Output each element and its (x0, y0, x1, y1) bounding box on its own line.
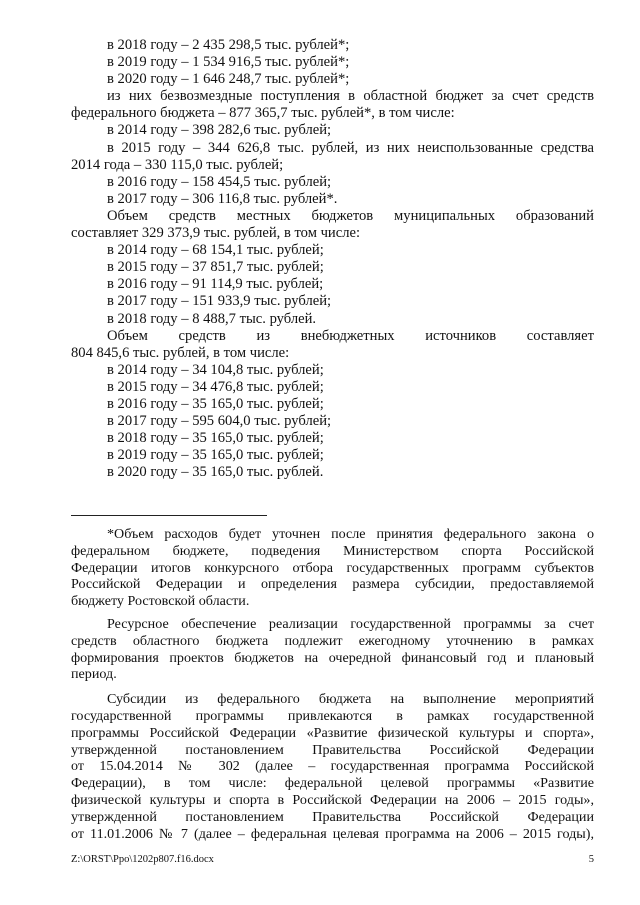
text-line: государственной программы привлекаются в рамках государственной (71, 707, 594, 724)
text-line: 804 845,6 тыс. рублей, в том числе: (71, 344, 290, 361)
footer-file-path: Z:\ORST\Ppo\1202p807.f16.docx (71, 854, 214, 865)
text-line: от 11.01.2006 № 7 (далее – федеральная целевая программа на 2006 – 2015 годы), (71, 825, 594, 842)
text-line: утвержденной постановлением Правительства Российской Федерации (71, 741, 594, 758)
text-line: в 2016 году – 35 165,0 тыс. рублей; (107, 395, 324, 412)
text-line: в 2014 году – 34 104,8 тыс. рублей; (107, 361, 324, 378)
text-line: в 2018 году – 35 165,0 тыс. рублей; (107, 430, 324, 447)
text-line: утвержденной постановлением Правительства Российской Федерации (71, 808, 594, 825)
text-line: программы Российской Федерации «Развитие физической культуры и спорта», (71, 724, 594, 741)
text-line: Федерации итогов конкурсного отбора государственных программ субъектов (71, 559, 594, 576)
text-line: период. (71, 666, 117, 683)
funding-breakdown-text (71, 37, 594, 481)
text-line: в 2015 году – 34 476,8 тыс. рублей; (107, 378, 324, 395)
paragraph (71, 691, 594, 842)
text-line: от 15.04.2014 № 302 (далее – государственная программа Российской (71, 758, 594, 775)
text-line: Федерации), в том числе: федеральной целевой программы «Развитие (71, 775, 594, 792)
text-line: 2014 года – 330 115,0 тыс. рублей; (71, 156, 284, 173)
text-line: федеральном бюджете, подведения Министерством спорта Российской (71, 542, 594, 559)
text-line: Объем средств из внебюджетных источников составляет (107, 327, 594, 344)
text-line: *Объем расходов будет уточнен после принятия федерального закона о (107, 526, 594, 542)
text-line: в 2016 году – 91 114,9 тыс. рублей; (107, 276, 324, 293)
text-line: в 2016 году – 158 454,5 тыс. рублей; (107, 173, 332, 190)
text-line: в 2020 году – 35 165,0 тыс. рублей. (107, 464, 324, 481)
text-line: физической культуры и спорта в Российской Федерации на 2006 – 2015 годы», (71, 791, 594, 808)
text-line: Российской Федерации и определения размера субсидии, предоставляемой (71, 576, 594, 593)
text-line: в 2017 году – 151 933,9 тыс. рублей; (107, 293, 332, 310)
text-line: из них безвозмездные поступления в областной бюджет за счет средств (107, 88, 594, 105)
footnote-and-body-text (71, 526, 594, 842)
text-line: в 2017 году – 595 604,0 тыс. рублей; (107, 413, 332, 430)
text-line: Ресурсное обеспечение реализации государственной программы за счет (107, 615, 594, 632)
text-line: средств областного бюджета подлежит ежегодному уточнению в рамках (71, 632, 594, 649)
text-line: в 2020 году – 1 646 248,7 тыс. рублей*; (107, 71, 350, 88)
text-line: в 2018 году – 8 488,7 тыс. рублей. (107, 310, 317, 327)
text-line: в 2017 году – 306 116,8 тыс. рублей*. (107, 190, 338, 207)
text-line: Субсидии из федерального бюджета на выполнение мероприятий (107, 691, 594, 708)
footnote-divider (71, 515, 267, 516)
footer-page-number: 5 (588, 854, 594, 865)
text-line: Объем средств местных бюджетов муниципальных образований (107, 207, 594, 224)
text-line: в 2014 году – 398 282,6 тыс. рублей; (107, 122, 332, 139)
text-line: бюджету Ростовской области. (71, 593, 250, 610)
text-line: в 2019 году – 1 534 916,5 тыс. рублей*; (107, 54, 350, 71)
text-line: составляет 329 373,9 тыс. рублей, в том числе: (71, 225, 361, 242)
text-line: федерального бюджета – 877 365,7 тыс. рублей*, в том числе: (71, 105, 455, 122)
paragraph (71, 616, 594, 683)
text-line: в 2014 году – 68 154,1 тыс. рублей; (107, 242, 324, 259)
text-line: в 2015 году – 37 851,7 тыс. рублей; (107, 259, 324, 276)
text-line: формирования проектов бюджетов на очередной финансовый год и плановый (71, 649, 594, 666)
paragraph (71, 526, 594, 610)
text-line: в 2015 году – 344 626,8 тыс. рублей, из них неиспользованные средства (107, 139, 594, 156)
text-line: в 2019 году – 35 165,0 тыс. рублей; (107, 447, 324, 464)
text-line: в 2018 году – 2 435 298,5 тыс. рублей*; (107, 37, 350, 53)
